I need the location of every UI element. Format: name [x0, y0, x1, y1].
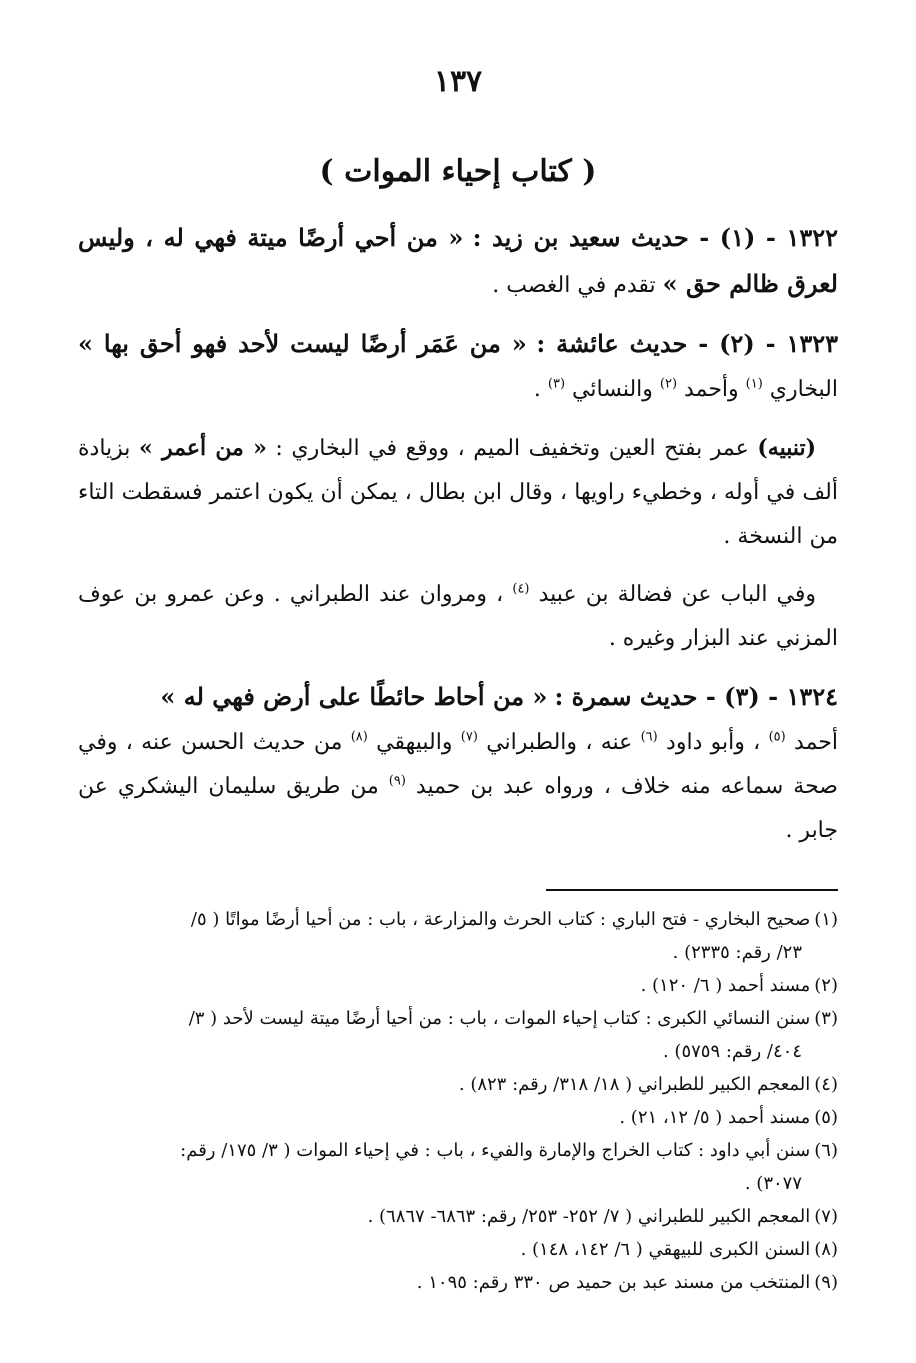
footnote-number: (٥) [814, 1107, 838, 1128]
footnote-ref: (٢) [659, 376, 678, 392]
bab-paragraph [78, 573, 838, 661]
footnote-number: (١) [814, 909, 838, 930]
footnote-item [78, 1266, 838, 1299]
note-quote: « من أعمر » [139, 435, 267, 461]
footnote-text: المنتخب من مسند عبد بن حميد ص ٣٣٠ رقم: ١٠٩٥ . [416, 1272, 811, 1293]
hadith-quote: « من أحاط حائطًا على أرض فهي له » [160, 682, 548, 711]
source-name: البخاري [769, 377, 838, 402]
source-text: ، وأبو داود [666, 730, 761, 755]
footnote-text-cont: ٢٣/ رقم: ٢٣٣٥) . [672, 942, 802, 963]
footnote-number: (٦) [814, 1140, 838, 1161]
footnote-ref: (٤) [512, 581, 530, 597]
bab-text: ، ومروان عند الطبراني . وعن عمرو بن عوف المزني عند البزار وغيره . [78, 582, 838, 651]
footnote-item [78, 1002, 838, 1068]
footnote-text: سنن أبي داود : كتاب الخراج والإمارة والفيء ، باب : في إحياء الموات ( ٣/ ١٧٥/ رقم: [180, 1140, 811, 1161]
hadith-entry-1324 [78, 675, 838, 853]
hadith-entry-1322 [78, 216, 838, 308]
source-text: والبيهقي [376, 730, 453, 755]
footnote-text-cont: ٤٠٤/ رقم: ٥٧٥٩) . [662, 1041, 802, 1062]
source-text: أحمد [794, 730, 838, 755]
footnote-text: السنن الكبرى للبيهقي ( ٦/ ١٤٢، ١٤٨) . [520, 1239, 811, 1260]
footnote-text: المعجم الكبير للطبراني ( ٧/ ٢٥٢- ٢٥٣/ رقم: ٦٨٦٣- ٦٨٦٧) . [367, 1206, 811, 1227]
source-text: عنه ، والطبراني [486, 730, 633, 755]
note-paragraph [78, 426, 838, 559]
footnote-ref: (٧) [460, 729, 478, 745]
footnote-item [78, 1233, 838, 1266]
footnote-number: (٣) [814, 1008, 838, 1029]
footnote-ref: (٣) [547, 376, 566, 392]
note-text: عمر بفتح العين وتخفيف الميم ، ووقع في البخاري : [275, 436, 749, 461]
footnote-text: مسند أحمد ( ٦/ ١٢٠) . [640, 975, 811, 996]
footnote-text: صحيح البخاري - فتح الباري : كتاب الحرث والمزارعة ، باب : من أحيا أرضًا مواتًا ( ٥/ [190, 909, 811, 930]
hadith-quote: « من عَمَر أرضًا ليست لأحد فهو أحق بها » [78, 329, 527, 358]
source-text: من حديث الحسن عنه ، وفي صحة سماعه منه خلاف ، ورواه عبد بن حميد [78, 730, 838, 799]
book-page [78, 60, 838, 1350]
footnote-item [78, 1134, 838, 1200]
footnote-number: (٧) [814, 1206, 838, 1227]
footnotes [78, 903, 838, 1299]
entry-commentary: تقدم في الغصب . [492, 273, 656, 298]
footnote-number: (٢) [814, 975, 838, 996]
entry-heading: ١٣٢٣ - (٢) - حديث عائشة : [536, 329, 838, 358]
footnote-item [78, 1200, 838, 1233]
period: . [533, 377, 541, 402]
footnote-text-cont: ٣٠٧٧) . [744, 1173, 802, 1194]
footnote-item [78, 969, 838, 1002]
footnote-ref: (١) [745, 376, 763, 392]
footnote-item [78, 903, 838, 969]
entry-heading: ١٣٢٤ - (٣) - حديث سمرة : [554, 682, 838, 711]
note-lead: (تنبيه) [757, 435, 817, 461]
section-title: ( كتاب إحياء الموات ) [319, 154, 597, 189]
footnote-item [78, 1068, 838, 1101]
page-number: ١٣٧ [433, 64, 483, 99]
source-text: من طريق سليمان اليشكري عن جابر . [78, 774, 838, 843]
footnote-text: مسند أحمد ( ٥/ ١٢، ٢١) . [619, 1107, 811, 1128]
footnote-ref: (٦) [640, 729, 658, 745]
note-text: بزيادة ألف في أوله ، وخطيء راويها ، وقال ابن بطال ، يمكن أن يكون اعتمر فسقطت التاء من النسخة . [78, 436, 838, 549]
bab-text: وفي الباب عن فضالة بن عبيد [538, 582, 817, 607]
footnote-number: (٩) [814, 1272, 838, 1293]
hadith-quote: « من أحي أرضًا ميتة فهي له ، وليس لعرق ظالم حق » [78, 223, 838, 298]
footnote-number: (٤) [814, 1074, 838, 1095]
source-name: وأحمد [684, 377, 739, 402]
footnote-number: (٨) [814, 1239, 838, 1260]
footnote-item [78, 1101, 838, 1134]
entry-heading: ١٣٢٢ - (١) - حديث سعيد بن زيد : [472, 223, 838, 252]
footnote-text: سنن النسائي الكبرى : كتاب إحياء الموات ، باب : من أحيا أرضًا ميتة ليست لأحد ( ٣/ [188, 1008, 811, 1029]
footnote-text: المعجم الكبير للطبراني ( ١٨/ ٣١٨/ رقم: ٨٢٣) . [458, 1074, 811, 1095]
source-name: والنسائي [572, 377, 653, 402]
footnote-ref: (٥) [768, 729, 786, 745]
hadith-entry-1323 [78, 322, 838, 412]
footnote-divider [546, 889, 838, 891]
footnote-ref: (٩) [388, 773, 406, 789]
footnote-ref: (٨) [350, 729, 368, 745]
